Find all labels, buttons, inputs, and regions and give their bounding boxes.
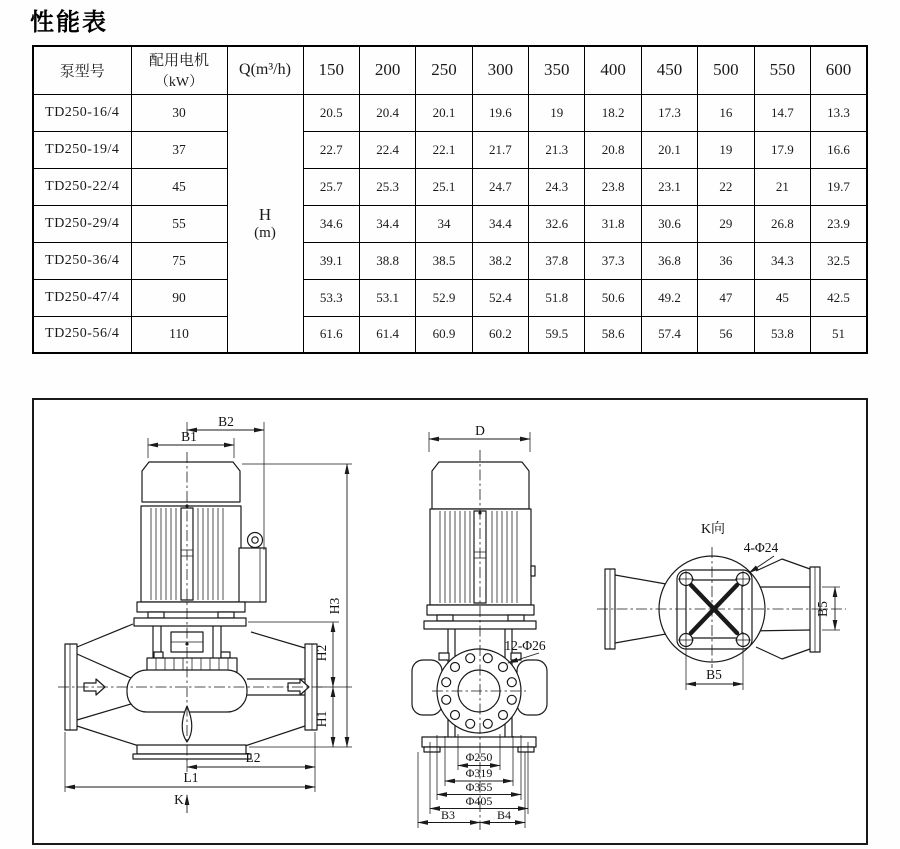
cell-head-value: 20.4 [359, 94, 415, 131]
cell-head-value: 34.4 [359, 205, 415, 242]
cell-head-value: 39.1 [303, 242, 359, 279]
table-row [33, 131, 867, 168]
cell-head-value: 19.7 [811, 168, 867, 205]
cell-pump-model: TD250-19/4 [33, 131, 131, 168]
table-row [33, 316, 867, 353]
dim-label-dia250: Φ250 [465, 750, 493, 764]
dim-label-d: D [475, 423, 485, 438]
cell-head-value: 20.1 [416, 94, 472, 131]
cell-head-value: 23.9 [811, 205, 867, 242]
page-title: 性能表 [30, 8, 108, 36]
dim-label-dia405: Φ405 [465, 794, 493, 808]
cell-head-value: 52.4 [472, 279, 528, 316]
cell-head-value: 34 [416, 205, 472, 242]
cell-motor-power: 45 [131, 168, 227, 205]
pump-side-view-drawing [412, 423, 547, 830]
dim-label-dia319: Φ319 [465, 766, 493, 780]
cell-head-value: 23.1 [641, 168, 697, 205]
cell-head-value: 25.3 [359, 168, 415, 205]
cell-motor-power: 55 [131, 205, 227, 242]
col-header-flow: 300 [472, 46, 528, 94]
cell-head-value: 22 [698, 168, 754, 205]
cell-head-value: 14.7 [754, 94, 810, 131]
cell-head-value: 26.8 [754, 205, 810, 242]
cell-head-value: 38.5 [416, 242, 472, 279]
dim-label-b5-horizontal: B5 [706, 667, 722, 682]
dim-label-b5-vertical: B5 [815, 601, 830, 617]
dim-label-b3: B3 [440, 808, 456, 822]
cell-motor-power: 110 [131, 316, 227, 353]
cell-pump-model: TD250-29/4 [33, 205, 131, 242]
cell-head-value: 19 [698, 131, 754, 168]
cell-motor-power: 30 [131, 94, 227, 131]
col-header-motor-line2: （kW） [154, 75, 204, 91]
cell-head-value: 16.6 [811, 131, 867, 168]
cell-head-value: 50.6 [585, 279, 641, 316]
table-row [33, 279, 867, 316]
col-header-flow: 400 [585, 46, 641, 94]
cell-head-value: 61.4 [359, 316, 415, 353]
cell-head-value: 34.4 [472, 205, 528, 242]
bolt-note-4-24: 4-Φ24 [743, 540, 779, 555]
dim-label-b4: B4 [496, 808, 512, 822]
cell-pump-model: TD250-56/4 [33, 316, 131, 353]
cell-head-value: 21.3 [529, 131, 585, 168]
cell-head-value: 38.8 [359, 242, 415, 279]
cell-pump-model: TD250-16/4 [33, 94, 131, 131]
dim-label-h3: H3 [327, 597, 342, 615]
cell-head-value: 56 [698, 316, 754, 353]
pump-drawings [34, 400, 866, 843]
cell-head-value: 36.8 [641, 242, 697, 279]
cell-head-value: 20.5 [303, 94, 359, 131]
cell-head-value: 51 [811, 316, 867, 353]
cell-head-value: 19 [529, 94, 585, 131]
cell-motor-power: 37 [131, 131, 227, 168]
cell-head-value: 59.5 [529, 316, 585, 353]
col-header-motor [131, 46, 227, 94]
cell-head-unit-merged: H (m) [227, 94, 303, 353]
table-row [33, 242, 867, 279]
cell-head-value: 37.3 [585, 242, 641, 279]
cell-head-value: 57.4 [641, 316, 697, 353]
col-header-flow: 600 [811, 46, 867, 94]
cell-head-value: 29 [698, 205, 754, 242]
cell-head-value: 53.8 [754, 316, 810, 353]
table-row [33, 94, 867, 131]
cell-motor-power: 90 [131, 279, 227, 316]
cell-head-value: 53.1 [359, 279, 415, 316]
cell-head-value: 30.6 [641, 205, 697, 242]
dim-label-h2: H2 [314, 644, 329, 662]
cell-head-value: 22.4 [359, 131, 415, 168]
col-header-motor-line1: 配用电机 [148, 53, 209, 70]
cell-head-value: 25.1 [416, 168, 472, 205]
dim-label-b1: B1 [181, 429, 197, 444]
view-arrow-label-k: K [174, 792, 184, 807]
cell-head-value: 34.3 [754, 242, 810, 279]
cell-head-value: 17.9 [754, 131, 810, 168]
col-header-flow: 500 [698, 46, 754, 94]
cell-head-value: 36 [698, 242, 754, 279]
cell-head-value: 22.7 [303, 131, 359, 168]
cell-pump-model: TD250-36/4 [33, 242, 131, 279]
cell-head-value: 49.2 [641, 279, 697, 316]
cell-head-value: 23.8 [585, 168, 641, 205]
cell-head-value: 18.2 [585, 94, 641, 131]
cell-head-value: 60.2 [472, 316, 528, 353]
cell-head-value: 32.6 [529, 205, 585, 242]
cell-head-value: 25.7 [303, 168, 359, 205]
cell-head-value: 20.8 [585, 131, 641, 168]
cell-head-value: 47 [698, 279, 754, 316]
col-header-flow: 350 [529, 46, 585, 94]
table-row [33, 168, 867, 205]
cell-head-value: 24.7 [472, 168, 528, 205]
pump-top-view-drawing [597, 521, 846, 690]
col-header-flow: 450 [641, 46, 697, 94]
cell-head-value: 52.9 [416, 279, 472, 316]
dimension-drawing-panel [32, 398, 868, 845]
cell-head-value: 53.3 [303, 279, 359, 316]
cell-head-value: 24.3 [529, 168, 585, 205]
col-header-flow: 200 [359, 46, 415, 94]
cell-head-value: 21 [754, 168, 810, 205]
cell-head-value: 17.3 [641, 94, 697, 131]
cell-head-value: 20.1 [641, 131, 697, 168]
dim-label-l2: L2 [245, 750, 261, 765]
cell-head-value: 31.8 [585, 205, 641, 242]
cell-head-value: 16 [698, 94, 754, 131]
dim-label-l1: L1 [183, 770, 199, 785]
dim-label-dia355: Φ355 [465, 780, 493, 794]
col-header-model: 泵型号 [33, 46, 131, 94]
view-title-k: K向 [700, 522, 726, 537]
table-header-row [33, 46, 867, 94]
cell-head-value: 42.5 [811, 279, 867, 316]
cell-head-value: 22.1 [416, 131, 472, 168]
cell-pump-model: TD250-47/4 [33, 279, 131, 316]
table-row [33, 205, 867, 242]
cell-head-value: 32.5 [811, 242, 867, 279]
cell-head-value: 45 [754, 279, 810, 316]
col-header-flow: 250 [416, 46, 472, 94]
cell-head-value: 34.6 [303, 205, 359, 242]
cell-head-value: 37.8 [529, 242, 585, 279]
cell-head-value: 13.3 [811, 94, 867, 131]
cell-head-value: 19.6 [472, 94, 528, 131]
cell-head-value: 60.9 [416, 316, 472, 353]
bolt-note-12-26: 12-Φ26 [504, 638, 546, 653]
cell-head-value: 61.6 [303, 316, 359, 353]
performance-table [32, 45, 868, 354]
dim-label-h1: H1 [314, 710, 329, 728]
col-header-flow: 150 [303, 46, 359, 94]
cell-head-value: 21.7 [472, 131, 528, 168]
pump-front-view-drawing [58, 414, 352, 813]
cell-head-value: 51.8 [529, 279, 585, 316]
cell-pump-model: TD250-22/4 [33, 168, 131, 205]
cell-head-value: 58.6 [585, 316, 641, 353]
col-header-q: Q(m³/h) [227, 46, 303, 94]
cell-motor-power: 75 [131, 242, 227, 279]
dim-label-b2: B2 [218, 414, 234, 429]
performance-table-body [33, 94, 867, 353]
cell-head-value: 38.2 [472, 242, 528, 279]
col-header-flow: 550 [754, 46, 810, 94]
